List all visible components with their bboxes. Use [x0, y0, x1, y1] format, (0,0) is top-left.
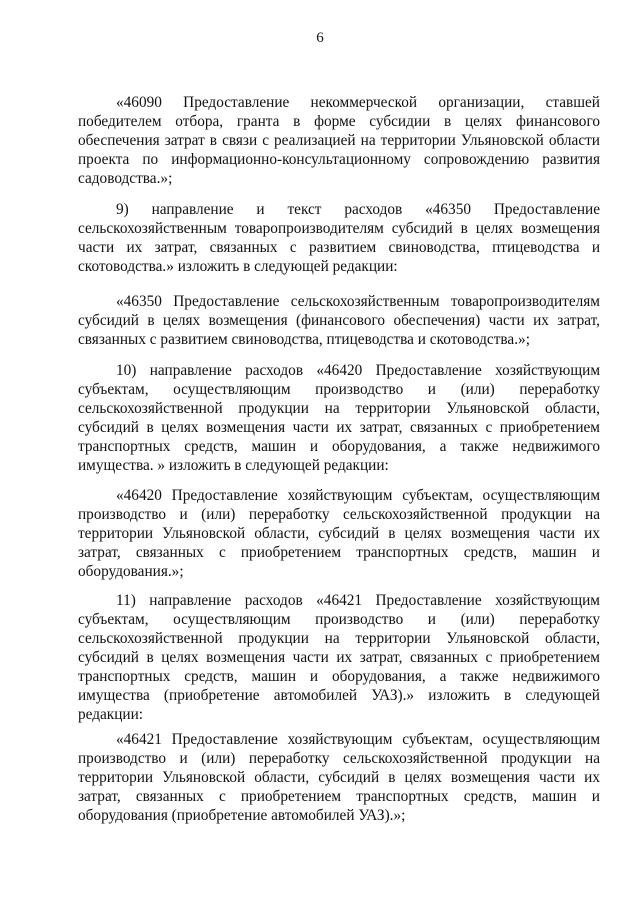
paragraph-quote-46090: «46090 Предоставление некоммерческой организации, ставшей победителем отбора, гранта в форме субсидии в целях финансового обеспечения затрат в связи с реализацией на территории Ульяновской области проекта по информационно-консультационному сопровождению развития садоводства.»; — [78, 94, 600, 188]
paragraph-item-9: 9) направление и текст расходов «46350 Предоставление сельскохозяйственным товаропроизводителям субсидий в целях возмещения части их затрат, связанных с развитием свиноводства, птицеводства и скотоводства.» изложить в следующей редакции: — [78, 201, 600, 276]
page-number: 6 — [316, 30, 324, 46]
paragraph-quote-46421: «46421 Предоставление хозяйствующим субъектам, осуществляющим производство и (или) переработку сельскохозяйственной продукции на территории Ульяновской области, субсидий в целях возмещения части их затрат, связанных с приобретением транспортных средств, машин и оборудования (приобретение автомобилей УАЗ).»; — [78, 731, 600, 825]
paragraph-item-11: 11) направление расходов «46421 Предоставление хозяйствующим субъектам, осуществляющим производство и (или) переработку сельскохозяйственной продукции на территории Ульяновской области, субсидий в целях возмещения части их затрат, связанных с приобретением транспортных средств, машин и оборудования, а также недвижимого имущества (приобретение автомобилей УАЗ).» изложить в следующей редакции: — [78, 592, 600, 724]
paragraph-item-10: 10) направление расходов «46420 Предоставление хозяйствующим субъектам, осуществляющим производство и (или) переработку сельскохозяйственной продукции на территории Ульяновской области, субсидий в целях возмещения части их затрат, связанных с приобретением транспортных средств, машин и оборудования, а также недвижимого имущества. » изложить в следующей редакции: — [78, 362, 600, 475]
paragraph-quote-46420: «46420 Предоставление хозяйствующим субъектам, осуществляющим производство и (или) переработку сельскохозяйственной продукции на территории Ульяновской области, субсидий в целях возмещения части их затрат, связанных с приобретением транспортных средств, машин и оборудования.»; — [78, 487, 600, 581]
paragraph-quote-46350: «46350 Предоставление сельскохозяйственным товаропроизводителям субсидий в целях возмещения (финансового обеспечения) части их затрат, связанных с развитием свиноводства, птицеводства и скотоводства.»; — [78, 293, 600, 349]
